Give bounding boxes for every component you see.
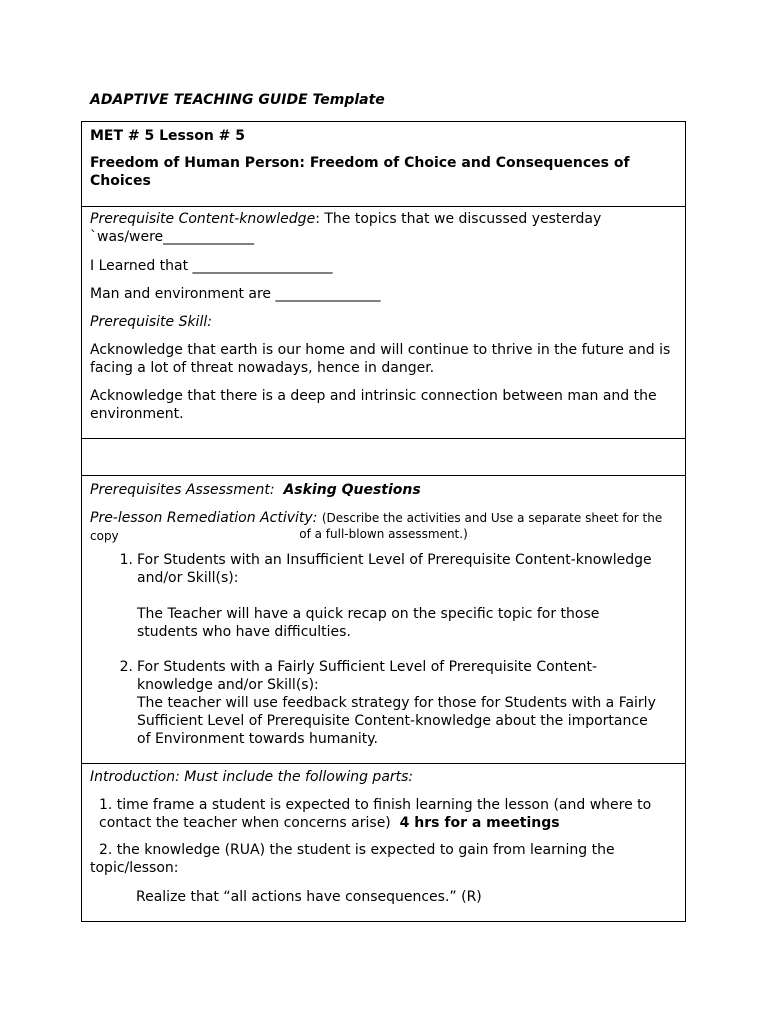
item-body: The Teacher will have a quick recap on the specific topic for those students who have difficulties.: [137, 606, 600, 640]
assessment-label: Prerequisites Assessment:: [90, 482, 275, 498]
item-heading: For Students with a Fairly Sufficient Level of Prerequisite Content-knowledge and/or Skill(s):: [137, 659, 598, 693]
remediation-label: Pre-lesson Remediation Activity:: [90, 510, 318, 526]
introduction-part-1: [99, 796, 677, 832]
prerequisite-skill-2: Acknowledge that there is a deep and intrinsic connection between man and the environment.: [90, 388, 657, 422]
content-knowledge-paragraph: [90, 210, 677, 246]
man-environment-line: Man and environment are _______________: [90, 286, 381, 302]
prerequisite-skill-label: Prerequisite Skill:: [90, 314, 212, 330]
remediation-note-1: (Describe the activities and Use a separate sheet for the copy: [90, 511, 663, 543]
assessment-cell: [82, 476, 685, 764]
realize-statement: Realize that “all actions have consequences.” (R): [136, 889, 482, 905]
assessment-line: [90, 481, 677, 499]
content-knowledge-label: Prerequisite Content-knowledge: [90, 211, 316, 227]
met-lesson-number: MET # 5 Lesson # 5: [90, 128, 246, 144]
item-number: 1.: [119, 552, 133, 568]
document-title: ADAPTIVE TEACHING GUIDE Template: [90, 92, 385, 108]
item-heading: For Students with an Insufficient Level of Prerequisite Content-knowledge and/or Skill(s):: [137, 552, 652, 586]
content-knowledge-text: : The topics that we discussed yesterday `was/were_____________: [90, 211, 602, 245]
assessment-value: Asking Questions: [283, 482, 421, 498]
introduction-part-2: 2. the knowledge (RUA) the student is expected to gain from learning the topic/lesson:: [90, 842, 615, 876]
remediation-note-2: of a full-blown assessment.): [299, 527, 468, 541]
learned-line: I Learned that ____________________: [90, 258, 333, 274]
lesson-header-cell: [82, 122, 685, 207]
prerequisites-cell: [82, 207, 685, 439]
introduction-cell: [82, 764, 685, 921]
part-1-duration: 4 hrs for a meetings: [399, 815, 560, 831]
part-1-text: 1. time frame a student is expected to finish learning the lesson (and where to contact the teacher when concerns arise): [99, 797, 652, 831]
item-number: 2.: [119, 659, 133, 675]
guide-table: [81, 121, 686, 922]
lesson-topic: Freedom of Human Person: Freedom of Choice and Consequences of Choices: [90, 155, 630, 189]
item-body: The teacher will use feedback strategy for those for Students with a Fairly Sufficient Level of Prerequisite Content-knowledge about the importance of Environment towards humanity.: [137, 695, 656, 747]
prerequisite-skill-1: Acknowledge that earth is our home and will continue to thrive in the future and is facing a lot of threat nowadays, hence in danger.: [90, 342, 671, 376]
empty-row: [82, 439, 685, 476]
introduction-label: Introduction: Must include the following parts:: [90, 769, 414, 785]
